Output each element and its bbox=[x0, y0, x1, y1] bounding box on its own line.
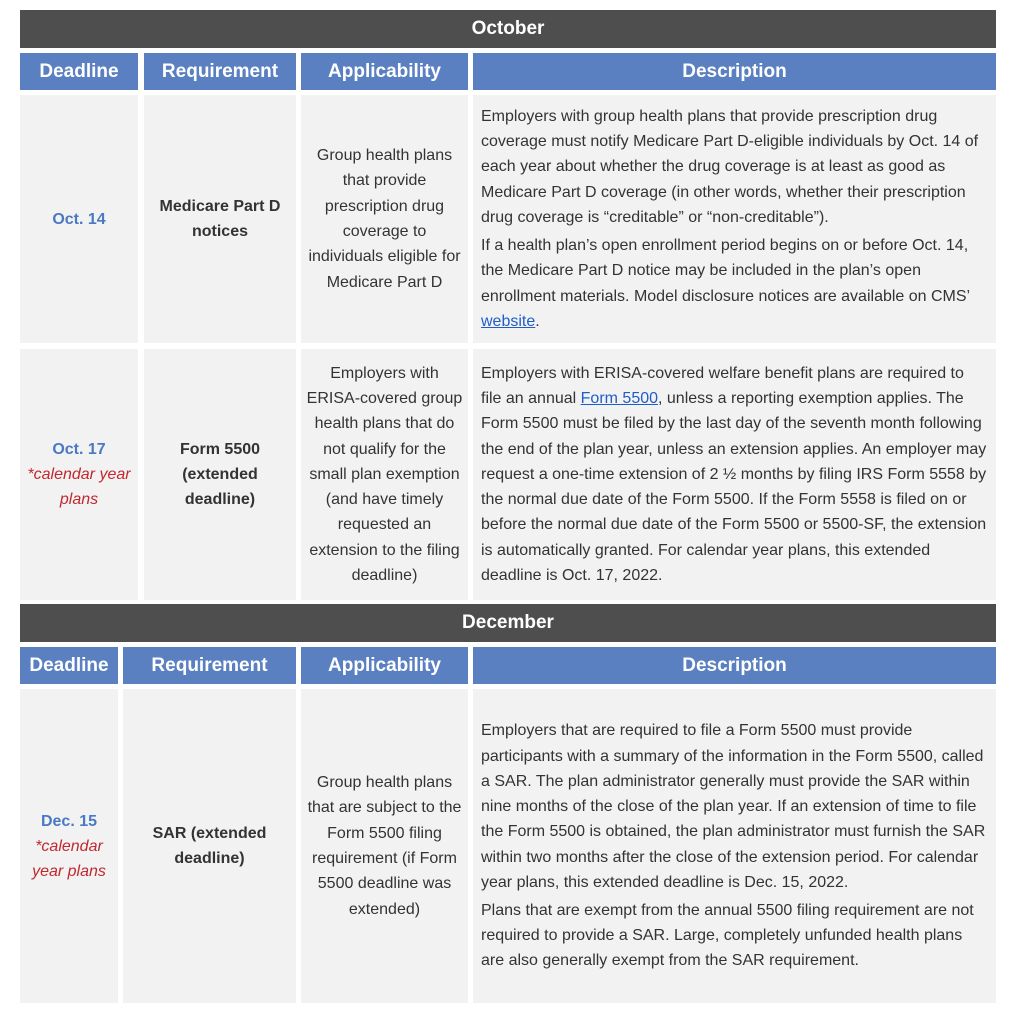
december-section bbox=[20, 604, 996, 1004]
header-description: Description bbox=[473, 53, 996, 90]
calendar-note: *calendar year plans bbox=[32, 837, 106, 880]
calendar-note: *calendar year plans bbox=[27, 466, 131, 508]
header-applicability: Applicability bbox=[301, 53, 468, 90]
deadline-cell bbox=[20, 349, 138, 600]
description-cell bbox=[473, 95, 996, 343]
header-deadline: Deadline bbox=[20, 53, 138, 90]
header-requirement: Requirement bbox=[123, 647, 296, 684]
header-requirement: Requirement bbox=[144, 53, 296, 90]
description-paragraph: Employers that are required to file a Form 5500 must provide participants with a summary of the information in the Form 5500, called a SAR. The plan administrator generally must provide the SAR within nine months of the close of the plan year. If an extension of time to file the Form 5500 is obtained, the plan administrator must furnish the SAR within two months after the close of the extension period. For calendar year plans, this extended deadline is Dec. 15, 2022. bbox=[481, 722, 986, 891]
october-section bbox=[20, 10, 996, 600]
cms-website-link[interactable]: website bbox=[481, 312, 536, 330]
deadline-date: Dec. 15 bbox=[40, 812, 98, 830]
requirement-cell: Form 5500 (extended deadline) bbox=[144, 349, 296, 600]
requirement-cell: Medicare Part D notices bbox=[144, 95, 296, 343]
description-paragraph: Employers with group health plans that provide prescription drug coverage must notify Medicare Part D-eligible individuals by Oct. 14 of each year about whether the drug coverage is at least as good as Medicare Part D coverage (in other words, whether their prescription drug coverage is “creditable” or “non-creditable”). bbox=[481, 108, 979, 226]
description-cell bbox=[473, 689, 996, 1003]
header-description: Description bbox=[473, 647, 996, 684]
section-banner-december: December bbox=[20, 604, 996, 642]
description-cell bbox=[473, 349, 996, 600]
header-applicability: Applicability bbox=[301, 647, 468, 684]
requirement-cell: SAR (extended deadline) bbox=[123, 689, 296, 1003]
applicability-cell: Employers with ERISA-covered group health plans that do not qualify for the small plan exemption (and have timely requested an extension to the filing deadline) bbox=[301, 349, 468, 600]
deadline-cell bbox=[20, 95, 138, 343]
section-banner-october: October bbox=[20, 10, 996, 48]
description-paragraph: If a health plan’s open enrollment period begins on or before Oct. 14, the Medicare Part D notice may be included in the plan’s open enrollment materials. Model disclosure notices are available on CMS’ website. bbox=[481, 237, 970, 330]
deadline-date: Oct. 17 bbox=[52, 441, 106, 458]
applicability-cell: Group health plans that provide prescription drug coverage to individuals eligible for Medicare Part D bbox=[301, 95, 468, 343]
description-paragraph: Plans that are exempt from the annual 5500 filing requirement are not required to provide a SAR. Large, completely unfunded health plans are also generally exempt from the SAR requirement. bbox=[481, 901, 974, 970]
description-paragraph: Employers with ERISA-covered welfare benefit plans are required to file an annual Form 5500, unless a reporting exemption applies. The Form 5500 must be filed by the last day of the seventh month following the end of the plan year, unless an extension applies. An employer may request a one-time extension of 2 ½ months by filing IRS Form 5558 by the normal due date of the Form 5500. If the Form 5558 is filed on or before the normal due date of the Form 5500 or 5500-SF, the extension is automatically granted. For calendar year plans, this extended deadline is Oct. 17, 2022. bbox=[481, 365, 987, 584]
header-deadline: Deadline bbox=[20, 647, 118, 684]
form-5500-link[interactable]: Form 5500 bbox=[580, 390, 659, 408]
deadline-cell bbox=[20, 689, 118, 1003]
applicability-cell: Group health plans that are subject to the Form 5500 filing requirement (if Form 5500 deadline was extended) bbox=[301, 689, 468, 1003]
deadline-date: Oct. 14 bbox=[52, 210, 106, 228]
